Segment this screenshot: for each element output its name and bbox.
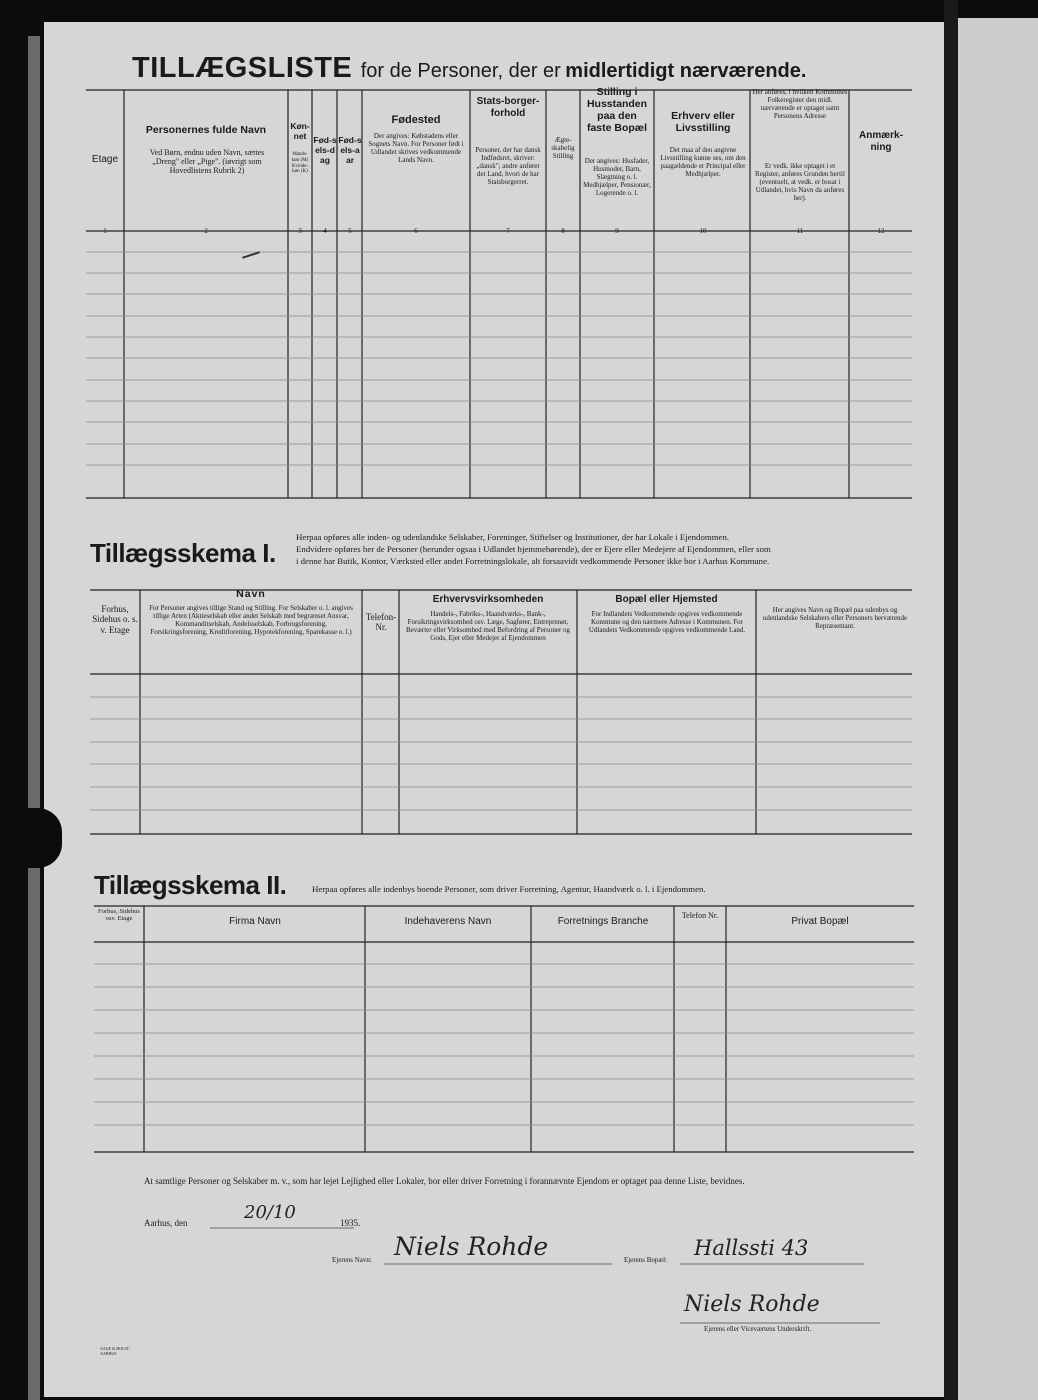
col-foedested-title: Fødested <box>391 114 441 126</box>
skema2-desc: Herpaa opføres alle indenbys boende Personer, som driver Forretning, Agentur, Haandværk o. l. i Ejendommen. <box>312 884 706 894</box>
declaration-text: At samtlige Personer og Selskaber m. v., som har lejet Lejlighed eller Lokaler, bor eller driver Forretning i forannævnte Ejendom er optaget paa denne Liste, bevidnes. <box>144 1176 745 1186</box>
owner-address-label: Ejerens Bopæl: <box>624 1256 667 1264</box>
printer-mark: AAGE & HOLST, AARHUS <box>100 1346 130 1356</box>
col-num-12: 12 <box>877 227 885 235</box>
year-label: 1935. <box>340 1218 361 1228</box>
col-folkeregister-sub: Er vedk. ikke optaget i et Register, anføres Grunden hertil (eventuelt, at vedk. er bosat i Udlandet, hvis Navn da anføres her). <box>755 162 845 203</box>
owner-name-signature: Niels Rohde <box>394 1232 549 1261</box>
skema1-col-etage: Forhus, Sidehus o. s. v. Etage <box>92 604 138 635</box>
skema1-desc-1: Herpaa opføres alle inden- og udenlandske Selskaber, Foreninger, Stiftelser og Institutioner, der har Lokale i Ejendommen. <box>296 532 730 542</box>
skema1-col-bopael-title: Bopæl eller Hjemsted <box>615 594 718 605</box>
skema2-col-branche: Forretnings Branche <box>557 916 649 927</box>
skema1-desc-2: Endvidere opføres her de Personer (herunder ogsaa i Udlandet hjemmehørende), der er Ejere eller Medejere af Ejendommen, eller som <box>296 544 771 554</box>
skema1-col-bopael-sub: For Indlandets Vedkommende opgives vedkommende Kommune og den nærmere Adresse i Kommunen. For Udlandets Vedkommende opgives vedkommende Land. <box>588 610 746 635</box>
col-navn-title: Personernes fulde Navn <box>145 124 267 136</box>
skema1-col-repraesentant: Her angives Navn og Bopæl paa udenbys og udenlandske Selskabers eller Personers herværende Repræsentant. <box>762 606 908 631</box>
skema1-desc-3: i denne har Butik, Kontor, Værksted eller andet Forretningslokale, alt forsaavidt vedkommende Personer ikke bor i Aarhus Kommune. <box>296 556 770 566</box>
skema1-title: Tillægsskema I. <box>90 538 276 568</box>
form-page <box>44 22 944 1397</box>
col-koen-title: Køn-net <box>290 121 310 141</box>
date-handwritten: 20/10 <box>244 1202 296 1223</box>
title-main: TILLÆGSLISTE <box>132 52 353 84</box>
skema1-col-navn-sub: For Personer angives tillige Stand og Stilling. For Selskaber o. l. angives tillige Arten (Aktieselskab eller andet Selskab med begrænset Ansvar, Kommanditselskab, Andelsselskab, Forbrugsforening, Forsikringsforening, Kreditforening, Hypotekforening, Sparekasse o. l.) <box>149 604 353 637</box>
skema1-col-erhverv-sub: Handels-, Fabriks-, Haandværks-, Bank-, Forsikringsvirksomhed osv. Læge, Sagfører, Entreprenør, Beværter eller Virksomhed med Befordring af Personer og Gods, Ejer eller Medejer af Ejendommen <box>405 610 571 643</box>
skema2-title: Tillægsskema II. <box>94 870 287 900</box>
col-foedested-sub: Der angives: Købstadens eller Sognets Navn. For Personer født i Udlandet skrives vedkommende Lands Navn. <box>368 132 464 165</box>
col-statsborger-sub: Personer, der har dansk Indfødsret, skriver: „dansk"; andre anfører det Land, hvori de har Statsborgerret. <box>475 146 541 187</box>
col-num-7: 7 <box>506 227 510 235</box>
left-binding-edge <box>28 36 40 1400</box>
skema2-col-etage: Forhus, Sidehus osv. Etage <box>98 908 140 923</box>
col-erhverv-title: Erhverv eller Livsstilling <box>671 110 735 135</box>
col-statsborger-title: Stats-borger-forhold <box>476 96 540 119</box>
binding-clip <box>0 808 62 868</box>
col-num-11: 11 <box>796 227 804 235</box>
skema2-col-telefon: Telefon Nr. <box>681 911 719 920</box>
signature-label: Ejerens eller Viceværtens Underskrift. <box>704 1325 812 1333</box>
col-folkeregister-title: Her anføres, i hvilken Kommunes Folkeregister den midl. nærværende er optaget samt Personens Adresse <box>752 88 848 121</box>
col-stilling-title: Stilling i Husstanden paa den faste Bopæl <box>586 86 648 135</box>
skema2-col-bopael: Privat Bopæl <box>791 916 849 927</box>
skema2-col-firma: Firma Navn <box>229 916 281 927</box>
col-etage: Etage <box>91 154 119 165</box>
col-num-6: 6 <box>414 227 418 235</box>
col-koen-sub: Mands-køn (M) Kvinde-køn (K) <box>291 152 309 175</box>
col-num-5: 5 <box>348 227 352 235</box>
skema1-col-navn-title: Navn <box>236 588 266 600</box>
col-num-2: 2 <box>204 227 208 235</box>
col-stilling-sub: Der angives: Husfader, Husmoder, Barn, Slægtning o. l. Medhjælper, Pensionær, Logerende o. l. <box>583 157 651 198</box>
col-num-9: 9 <box>615 227 619 235</box>
col-erhverv-sub: Det maa af den angivne Livsstilling kunne ses, om den paagældende er Principal eller Medhjælper. <box>660 146 746 179</box>
signature: Niels Rohde <box>684 1292 820 1317</box>
col-aegteskab-title: Ægte-skabelig Stilling <box>551 136 575 161</box>
col-anmaerkning-title: Anmærk-ning <box>859 130 903 153</box>
owner-address-handwritten: Hallssti 43 <box>694 1236 809 1260</box>
place-label: Aarhus, den <box>144 1218 188 1228</box>
adjacent-page <box>958 18 1038 1400</box>
skema1-col-erhverv-title: Erhvervsvirksomheden <box>432 594 544 605</box>
col-foedselsaar-title: Fød-sels-aar <box>338 135 362 165</box>
col-num-1: 1 <box>103 227 107 235</box>
col-num-4: 4 <box>323 227 327 235</box>
col-num-10: 10 <box>699 227 707 235</box>
skema1-col-telefon: Telefon-Nr. <box>365 612 397 633</box>
skema2-col-indehaver: Indehaverens Navn <box>404 916 492 927</box>
book-spine <box>944 0 958 1400</box>
col-foedselsdag-title: Fød-sels-dag <box>313 135 337 165</box>
title-plain: for de Personer, der er <box>360 60 561 82</box>
owner-name-label: Ejerens Navn: <box>332 1256 372 1264</box>
title-bold: midlertidigt nærværende. <box>565 60 807 82</box>
col-num-8: 8 <box>561 227 565 235</box>
col-navn-sub: Ved Børn, endnu uden Navn, sættes „Dreng" eller „Pige". (iøvrigt som Hovedlistens Rubrik 2) <box>149 148 265 176</box>
col-num-3: 3 <box>298 227 302 235</box>
